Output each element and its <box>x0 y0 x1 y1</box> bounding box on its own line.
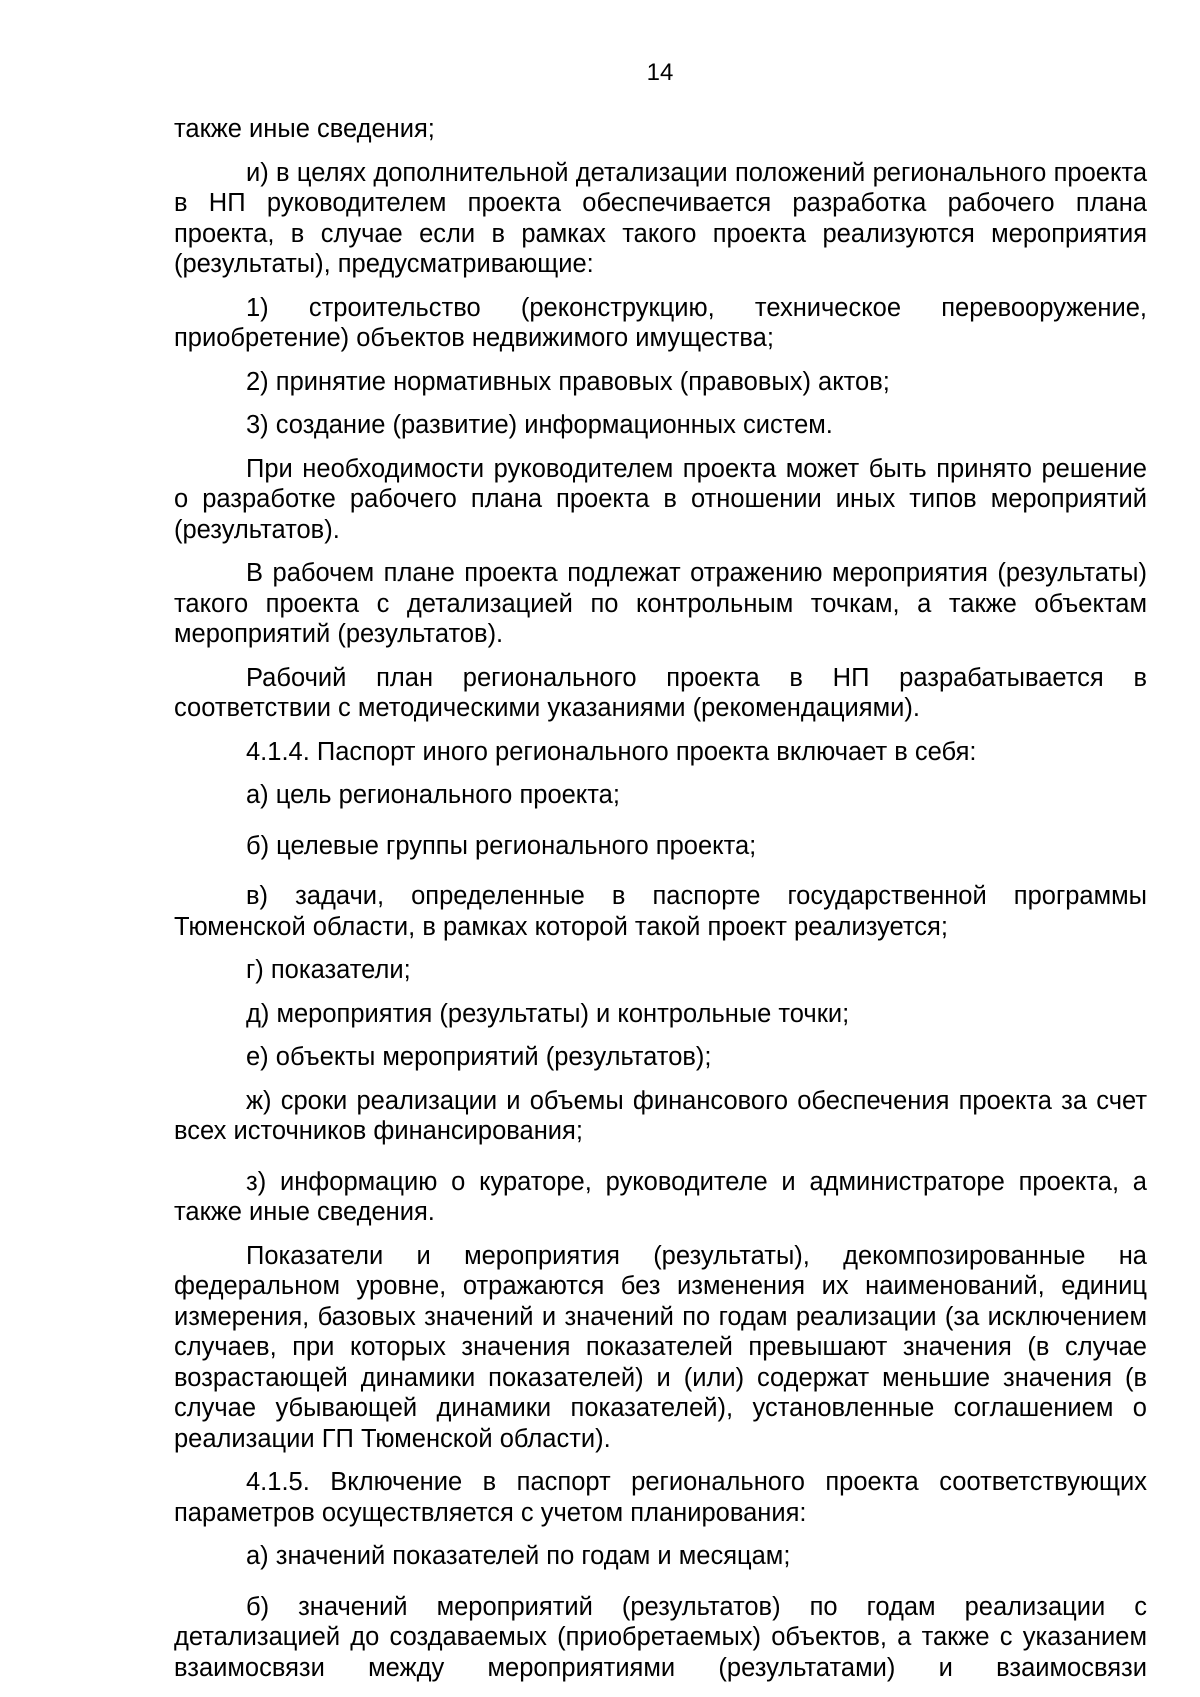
paragraph-list-2: 2) принятие нормативных правовых (правовых) актов; <box>246 367 890 396</box>
paragraph-item-b: б) целевые группы регионального проекта; <box>246 831 757 860</box>
document-body <box>174 114 1147 1683</box>
paragraph-item-z: з) информацию о кураторе, руководителе и администраторе проекта, а также иные сведения. <box>174 1167 1147 1226</box>
paragraph-indicators: Показатели и мероприятия (результаты), декомпозированные на федеральном уровне, отражаются без изменения их наименований, единиц измерения, базовых значений и значений по годам реализации (за исключением случаев, при которых значения показателей превышают значения (в случае возрастающей динамики показателей) и (или) содержат меньшие значения (в случае убывающей динамики показателей), установленные соглашением о реализации ГП Тюменской области). <box>174 1241 1147 1453</box>
paragraph-item-a: а) цель регионального проекта; <box>246 781 620 809</box>
paragraph-item-i: и) в целях дополнительной детализации положений регионального проекта в НП руководителем проекта обеспечивается разработка рабочего плана проекта, в случае если в рамках такого проекта реализуются мероприятия (результаты), предусматривающие: <box>174 158 1147 278</box>
paragraph-item-v: в) задачи, определенные в паспорте государственной программы Тюменской области, в рамках которой такой проект реализуется; <box>174 882 1147 941</box>
page-number: 14 <box>646 59 674 86</box>
paragraph-list-1: 1) строительство (реконструкцию, техническое перевооружение, приобретение) объектов недвижимого имущества; <box>174 293 1147 352</box>
paragraph-necessity: При необходимости руководителем проекта может быть принято решение о разработке рабочего плана проекта в отношении иных типов мероприятий (результатов). <box>174 454 1147 544</box>
paragraph-section-4-1-4: 4.1.4. Паспорт иного регионального проекта включает в себя: <box>246 737 977 766</box>
paragraph-item-d: д) мероприятия (результаты) и контрольные точки; <box>246 999 850 1028</box>
paragraph-list-3: 3) создание (развитие) информационных систем. <box>246 411 833 439</box>
paragraph-work-plan: В рабочем плане проекта подлежат отражению мероприятия (результаты) такого проекта с детализацией по контрольным точкам, а также объектам мероприятий (результатов). <box>174 559 1147 648</box>
paragraph-item-e: е) объекты мероприятий (результатов); <box>246 1043 712 1071</box>
paragraph-section-4-1-5: 4.1.5. Включение в паспорт регионального проекта соответствующих параметров осуществляется с учетом планирования: <box>174 1468 1147 1527</box>
paragraph-work-plan-development: Рабочий план регионального проекта в НП разрабатывается в соответствии с методическими указаниями (рекомендациями). <box>174 663 1147 722</box>
paragraph-continuation: также иные сведения; <box>174 115 435 143</box>
paragraph-planning-b: б) значений мероприятий (результатов) по годам реализации с детализацией до создаваемых (приобретаемых) объектов, а также с указанием взаимосвязи между мероприятиями (результатами) и взаимосвязи <box>174 1592 1147 1682</box>
paragraph-planning-a: а) значений показателей по годам и месяцам; <box>246 1542 791 1570</box>
paragraph-item-zh: ж) сроки реализации и объемы финансового обеспечения проекта за счет всех источников финансирования; <box>174 1086 1147 1145</box>
paragraph-item-g: г) показатели; <box>246 956 411 984</box>
